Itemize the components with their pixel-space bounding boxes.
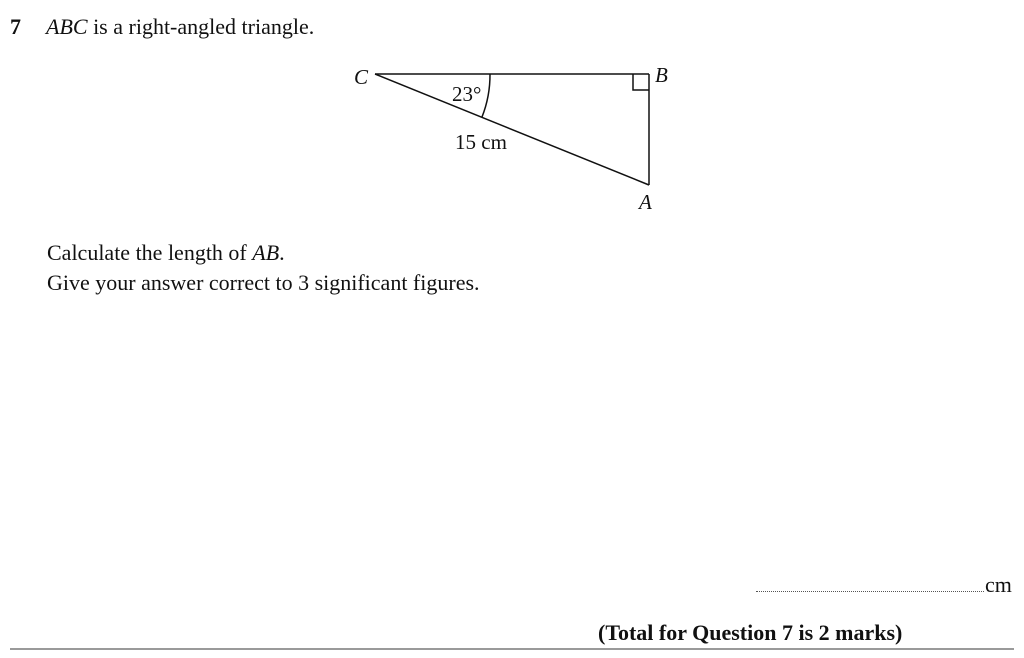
instruction-period: . <box>279 240 285 265</box>
right-angle-marker <box>633 74 649 90</box>
bottom-divider <box>10 648 1014 650</box>
instructions <box>47 238 480 298</box>
triangle-diagram <box>0 0 1024 240</box>
angle-label: 23° <box>452 82 482 106</box>
instruction-line-2: Give your answer correct to 3 significant figures. <box>47 270 480 295</box>
instruction-text: Calculate the length of <box>47 240 253 265</box>
answer-line[interactable] <box>756 572 1012 598</box>
total-marks: (Total for Question 7 is 2 marks) <box>598 620 903 645</box>
vertex-a-label: A <box>639 190 652 214</box>
vertex-b-label: B <box>655 63 668 87</box>
hypotenuse-label: 15 cm <box>455 130 507 154</box>
instruction-line-1 <box>47 238 480 268</box>
vertex-c-label: C <box>354 65 369 89</box>
answer-unit: cm <box>985 572 1012 597</box>
angle-arc <box>482 74 490 117</box>
side-name: AB <box>252 240 280 265</box>
side-ca <box>375 74 649 185</box>
triangle-name: ABC <box>46 14 88 39</box>
question-number: 7 <box>10 14 21 39</box>
stem-text: is a right-angled triangle. <box>87 14 315 39</box>
answer-dotted-line[interactable] <box>756 591 984 592</box>
